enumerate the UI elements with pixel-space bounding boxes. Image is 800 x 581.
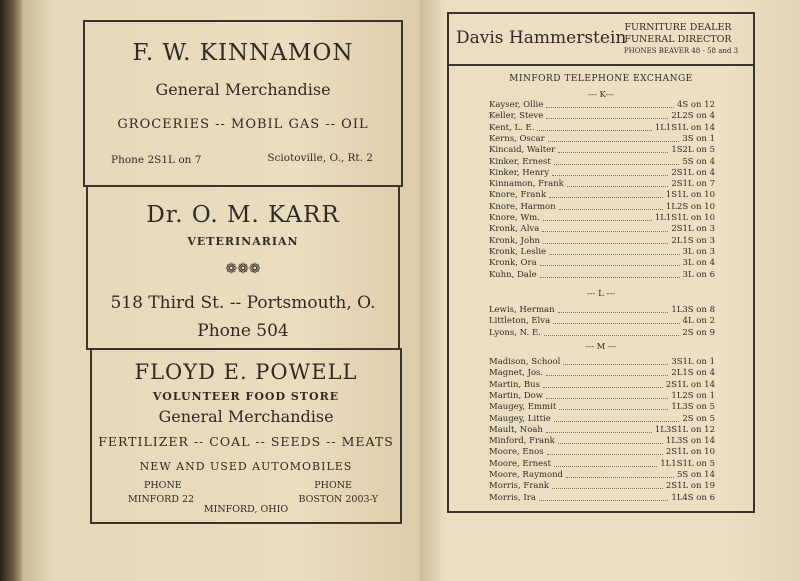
directory-entry (489, 368, 715, 379)
entry-name: Kerns, Oscar (489, 133, 545, 144)
entry-name: Kronk, Leslie (489, 246, 547, 257)
section-heading: --- L --- (586, 289, 616, 299)
entry-ring: 3S on 1 (682, 133, 715, 144)
entry-name: Moore, Enos (489, 447, 544, 458)
entry-ring: 2S1L on 7 (671, 179, 715, 190)
entry-name: Kincaid, Walter (489, 145, 556, 156)
directory-entry (489, 190, 715, 201)
header-name: Davis Hammerstein (456, 28, 627, 48)
entry-name: Kronk, Ora (489, 258, 537, 269)
entry-ring: 2L2S on 4 (671, 111, 715, 122)
directory-title: MINFORD TELEPHONE EXCHANGE (509, 74, 693, 84)
ad-name: FLOYD E. POWELL (134, 360, 358, 384)
entry-ring: 2S1L on 4 (671, 167, 715, 178)
directory-entry (489, 157, 715, 168)
dot-leader (540, 270, 680, 278)
directory-entry (489, 224, 715, 235)
ad-phone: MINFORD 22 (128, 494, 195, 505)
entry-ring: 1L3S on 8 (671, 305, 715, 315)
entry-name: Knore, Frank (489, 190, 547, 201)
directory-entry (489, 316, 715, 327)
directory-entry (489, 425, 715, 436)
dot-leader (554, 459, 657, 467)
entry-ring: 2S on 9 (682, 327, 715, 338)
directory-entry (489, 305, 715, 316)
entry-name: Kinnamon, Frank (489, 179, 564, 190)
entry-name: Kronk, Alva (489, 224, 540, 235)
ad-line: GROCERIES -- MOBIL GAS -- OIL (117, 117, 369, 132)
dot-leader (558, 305, 669, 313)
directory-entry (489, 391, 715, 402)
divider (449, 64, 753, 66)
directory-entry (489, 414, 715, 425)
entry-ring: 3L on 3 (682, 246, 715, 257)
entry-ring: 2S1L on 3 (671, 224, 715, 235)
dot-leader (554, 157, 680, 165)
directory-entry (489, 111, 715, 122)
entry-name: Moore, Raymond (489, 470, 563, 480)
entry-ring: 5S on 4 (682, 156, 715, 167)
dot-leader (567, 179, 669, 187)
entry-name: Madison, School (489, 357, 561, 367)
entry-name: Kayser, Ollie (489, 100, 544, 110)
dot-leader (566, 470, 674, 478)
entry-name: Kuhn, Dale (489, 269, 537, 280)
entry-name: Martin, Dow (489, 390, 544, 401)
entry-name: Littleton, Elva (489, 316, 551, 327)
ad-name: F. W. KINNAMON (132, 40, 354, 66)
directory-entry (489, 100, 715, 111)
ad-phone: BOSTON 2003-Y (298, 494, 378, 505)
dot-leader (543, 236, 668, 244)
directory-entry (489, 402, 715, 413)
entry-name: Kronk, John (489, 235, 541, 246)
entry-name: Keller, Steve (489, 111, 544, 122)
dot-leader (537, 123, 651, 131)
entry-name: Kent, L. E. (489, 122, 535, 133)
ad-phone: Phone 2S1L on 7 (111, 154, 202, 166)
ad-powell (90, 348, 402, 524)
entry-ring: 1L4S on 6 (671, 492, 715, 503)
directory-entry (489, 202, 715, 213)
directory-entry (489, 168, 715, 179)
entry-name: Lewis, Herman (489, 305, 555, 315)
dot-leader (539, 493, 668, 501)
entry-name: Moore, Ernest (489, 458, 551, 469)
entry-name: Magnet, Jos. (489, 368, 544, 379)
directory-entry (489, 447, 715, 458)
ad-phone-label: PHONE (314, 480, 352, 491)
entry-name: Knore, Harmon (489, 201, 556, 212)
ad-name: Dr. O. M. KARR (146, 202, 340, 228)
entry-ring: 1L1S1L on 5 (660, 458, 715, 469)
dot-leader (543, 380, 663, 388)
directory-entry (489, 380, 715, 391)
header-line: FUNERAL DIRECTOR (624, 34, 732, 45)
entry-name: Maugey, Emmit (489, 402, 557, 413)
entry-name: Kinker, Ernest (489, 156, 551, 167)
directory-entry (489, 357, 715, 368)
entry-name: Lyons, N. E. (489, 327, 541, 338)
entry-ring: 2S1L on 10 (665, 447, 715, 458)
section-heading: --- K--- (588, 90, 614, 100)
dot-leader (548, 134, 680, 142)
ad-kinnamon (83, 20, 403, 187)
entry-ring: 2S1L on 19 (665, 481, 715, 492)
ad-title: VETERINARIAN (187, 235, 299, 248)
ad-address: 518 Third St. -- Portsmouth, O. (110, 293, 376, 313)
entry-ring: 2L1S on 3 (671, 235, 715, 246)
dot-leader (549, 247, 679, 255)
directory-entry (489, 270, 715, 281)
entry-ring: 1L3S on 14 (665, 436, 715, 447)
entry-ring: 1L1S1L on 10 (654, 213, 715, 223)
directory-entry (489, 247, 715, 258)
dot-leader (544, 328, 680, 336)
book-edge (0, 0, 22, 581)
header-line: FURNITURE DEALER (624, 22, 732, 33)
entry-name: Knore, Wm. (489, 213, 540, 223)
directory-entry (489, 459, 715, 470)
dot-leader (553, 316, 679, 324)
ad-line: General Merchandise (158, 407, 334, 426)
directory-entry (489, 179, 715, 190)
entry-ring: 1L3S1L on 12 (654, 424, 715, 435)
directory-entry (489, 328, 715, 339)
dot-leader (542, 224, 668, 232)
ad-karr (86, 185, 400, 350)
dot-leader (554, 414, 680, 422)
directory-frame (447, 12, 755, 513)
dot-leader (559, 402, 668, 410)
ad-line: General Merchandise (155, 80, 331, 99)
directory-entry (489, 481, 715, 492)
dot-leader (543, 213, 652, 221)
entry-ring: 5S on 14 (676, 470, 715, 480)
entry-ring: 4L on 2 (682, 316, 715, 327)
entry-name: Morris, Frank (489, 481, 550, 492)
dot-leader (558, 145, 668, 153)
directory-entry (489, 134, 715, 145)
dot-leader (540, 258, 680, 266)
ad-town: MINFORD, OHIO (203, 504, 289, 515)
entry-name: Kinker, Henry (489, 167, 550, 178)
header-line: PHONES BEAVER 48 - 58 and 3 (623, 47, 739, 55)
directory-entry (489, 145, 715, 156)
entry-name: Mault, Noah (489, 424, 543, 435)
entry-ring: 2L1S on 4 (671, 368, 715, 379)
entry-ring: 1L2S on 10 (665, 201, 715, 212)
ornament-icon: ❁❁❁ (225, 261, 261, 277)
section-heading: --- M --- (585, 342, 617, 352)
entry-ring: 4S on 12 (676, 100, 715, 110)
entry-ring: 3L on 4 (682, 258, 715, 269)
entry-ring: 2S1L on 14 (665, 379, 715, 390)
dot-leader (547, 447, 663, 455)
dot-leader (546, 391, 668, 399)
entry-name: Minford, Frank (489, 436, 555, 447)
directory-entry (489, 258, 715, 269)
directory-entry (489, 470, 715, 481)
dot-leader (546, 368, 668, 376)
entry-ring: 1S2L on 5 (671, 145, 715, 156)
ad-address: Sciotoville, O., Rt. 2 (267, 152, 373, 164)
entry-ring: 3L on 6 (682, 269, 715, 280)
dot-leader (549, 190, 663, 198)
ad-line: FERTILIZER -- COAL -- SEEDS -- MEATS (98, 434, 394, 449)
directory-entry (489, 236, 715, 247)
entry-ring: 1L3S on 5 (671, 402, 715, 413)
dot-leader (546, 100, 674, 108)
directory-entry (489, 123, 715, 134)
dot-leader (546, 425, 652, 433)
entry-ring: 1L1S1L on 14 (654, 122, 715, 133)
dot-leader (563, 357, 668, 365)
directory-entry (489, 493, 715, 504)
directory-entry (489, 436, 715, 447)
ad-phone: Phone 504 (197, 321, 289, 341)
entry-name: Morris, Ira (489, 492, 536, 503)
dot-leader (559, 202, 663, 210)
entry-name: Maugey, Littie (489, 413, 551, 424)
dot-leader (546, 111, 668, 119)
entry-ring: 1L2S on 1 (671, 390, 715, 401)
dot-leader (552, 481, 663, 489)
entry-ring: 1S1L on 10 (665, 190, 715, 201)
directory-entry (489, 213, 715, 224)
entry-ring: 2S on 5 (682, 413, 715, 424)
dot-leader (558, 436, 663, 444)
ad-line: NEW AND USED AUTOMOBILES (139, 460, 353, 473)
entry-name: Martin, Bus (489, 379, 540, 390)
ad-line: VOLUNTEER FOOD STORE (152, 390, 340, 403)
dot-leader (552, 168, 668, 176)
ad-phone-label: PHONE (144, 480, 182, 491)
entry-ring: 3S1L on 1 (671, 357, 715, 367)
